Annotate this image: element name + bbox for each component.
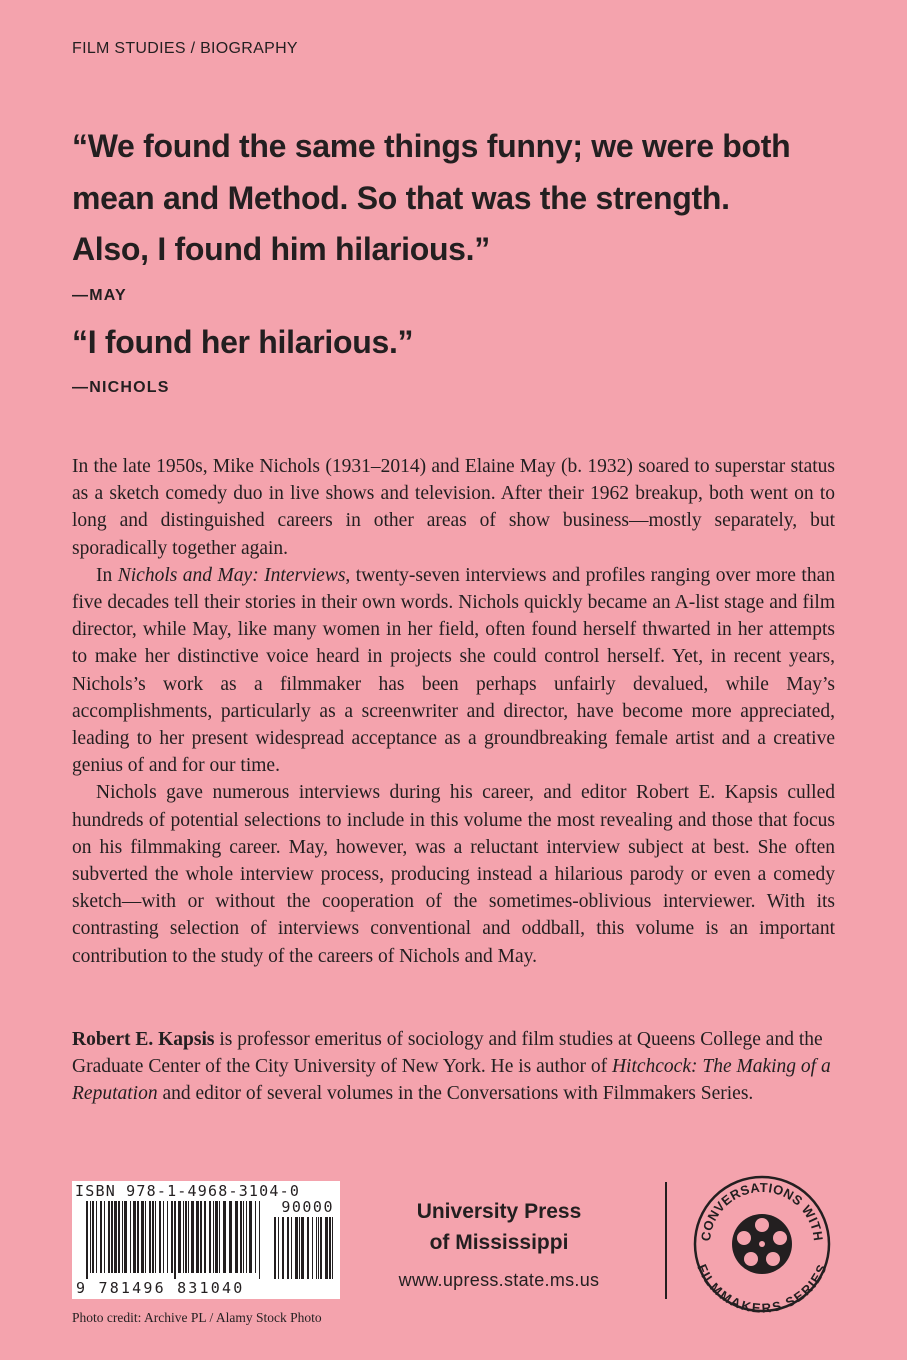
publisher-name-line-1: University Press bbox=[416, 1200, 582, 1223]
barcode-bar bbox=[188, 1201, 189, 1273]
barcode-addon-bar bbox=[307, 1217, 309, 1279]
barcode-bar bbox=[191, 1201, 194, 1273]
category-label: FILM STUDIES / BIOGRAPHY bbox=[72, 40, 298, 57]
barcode-bar bbox=[163, 1201, 164, 1273]
barcode-bar bbox=[155, 1201, 156, 1273]
barcode-bar bbox=[243, 1201, 244, 1273]
isbn-label: ISBN 978-1-4968-3104-0 bbox=[75, 1182, 301, 1200]
barcode-addon-bar bbox=[274, 1217, 276, 1279]
barcode-bar bbox=[167, 1201, 168, 1273]
book-description bbox=[72, 453, 835, 970]
barcode-bar bbox=[141, 1201, 144, 1273]
barcode-bar bbox=[240, 1201, 242, 1273]
barcode-bar bbox=[200, 1201, 202, 1273]
barcode-bar bbox=[235, 1201, 238, 1273]
barcode-bar bbox=[183, 1201, 184, 1273]
quote-may-line: “We found the same things funny; we were both bbox=[72, 128, 791, 164]
barcode-bar bbox=[215, 1201, 218, 1273]
barcode-bar bbox=[96, 1201, 97, 1273]
description-p2-prefix: In bbox=[96, 564, 118, 586]
barcode-addon-bar bbox=[320, 1217, 322, 1279]
barcode-bar bbox=[171, 1201, 173, 1273]
barcode-bar bbox=[108, 1201, 110, 1273]
quote-may-line: Also, I found him hilarious.” bbox=[72, 231, 490, 267]
barcode-addon-bar bbox=[278, 1217, 279, 1279]
isbn-barcode bbox=[72, 1181, 340, 1299]
barcode-bar bbox=[209, 1201, 211, 1273]
barcode-bar bbox=[104, 1201, 105, 1273]
barcode-bar bbox=[100, 1201, 102, 1273]
barcode-bar bbox=[259, 1201, 260, 1279]
barcode-bar bbox=[149, 1201, 151, 1273]
barcode-addon-bar bbox=[287, 1217, 289, 1279]
author-name: Robert E. Kapsis bbox=[72, 1029, 215, 1050]
logo-top-text: CONVERSATIONS WITH bbox=[697, 1179, 827, 1243]
description-p2-rest: , twenty-seven interviews and profiles ranging over more than five decades tell their stories in their own words. Nichols quickly became an A-list stage and film director, while May, like many women in her field, often found herself thwarted in her attempts to make her distinctive voice heard in projects she could control herself. Yet, in recent years, Nichols’s work as a filmmaker has been perhaps unfairly devalued, while May’s accomplishments, particularly as a screenwriter and director, have become more appreciated, leading to her present widespread acceptance as a groundbreaking female artist and a creative genius of and for our time. bbox=[72, 564, 835, 777]
barcode-bar bbox=[133, 1201, 136, 1273]
barcode-addon-bar bbox=[295, 1217, 298, 1279]
barcode-bar bbox=[223, 1201, 226, 1273]
divider-line bbox=[665, 1182, 667, 1299]
quote-may-attribution: —MAY bbox=[72, 287, 127, 304]
price-code: 90000 bbox=[281, 1198, 334, 1216]
barcode-bar bbox=[219, 1201, 220, 1273]
barcode-bar bbox=[111, 1201, 113, 1273]
barcode-addon-bar bbox=[325, 1217, 328, 1279]
barcode-bar bbox=[159, 1201, 161, 1273]
bio-text-2: and editor of several volumes in the Conversations with Filmmakers Series. bbox=[157, 1083, 754, 1105]
quote-may bbox=[72, 121, 852, 276]
author-book-title: Hitchcock: The Making of a Reputation bbox=[72, 1056, 831, 1105]
barcode-bar bbox=[145, 1201, 146, 1273]
quote-may-line: mean and Method. So that was the strength. bbox=[72, 179, 730, 216]
description-paragraph-1: In the late 1950s, Mike Nichols (1931–2014) and Elaine May (b. 1932) soared to superstar status as a sketch comedy duo in live shows and television. After their 1962 breakup, both went on to long and distinguished careers in other areas of show business—mostly separately, but sporadically together again. bbox=[72, 456, 835, 559]
description-paragraph-3: Nichols gave numerous interviews during his career, and editor Robert E. Kapsis culled hundreds of potential selections to include in this volume the most revealing and those that focus on his filmmaking career. May, however, was a reluctant interview subject at best. She often subverted the whole interview process, producing instead a hilarious parody or even a comedy sketch—with or without the cooperation of the sometimes-oblivious interviewer. With its contrasting selection of interviews conventional and oddball, this volume is an important contribution to the study of the careers of Nichols and May. bbox=[72, 782, 835, 967]
barcode-bar bbox=[92, 1201, 94, 1273]
barcode-digits: 9 781496 831040 bbox=[76, 1279, 245, 1297]
book-title: Nichols and May: Interviews bbox=[117, 564, 346, 586]
barcode-bar bbox=[174, 1201, 176, 1279]
logo-bottom-text: FILMMAKERS SERIES bbox=[694, 1262, 830, 1316]
publisher-url: www.upress.state.ms.us bbox=[398, 1270, 600, 1290]
barcode-addon-bar bbox=[318, 1217, 319, 1279]
barcode-addon-bar bbox=[301, 1217, 304, 1279]
barcode-addon-bar bbox=[329, 1217, 331, 1279]
publisher-name-line-2: of Mississippi bbox=[429, 1231, 569, 1254]
barcode-bar bbox=[118, 1201, 120, 1273]
barcode-bar bbox=[178, 1201, 181, 1273]
film-reel-icon bbox=[732, 1214, 792, 1274]
barcode-addon-bar bbox=[282, 1217, 284, 1279]
barcode-bar bbox=[255, 1201, 256, 1273]
barcode-addon-bar bbox=[299, 1217, 300, 1279]
barcode-bar bbox=[114, 1201, 117, 1273]
barcode-bar bbox=[90, 1201, 91, 1273]
barcode-addon-bar bbox=[316, 1217, 317, 1279]
photo-credit: Photo credit: Archive PL / Alamy Stock Photo bbox=[72, 1310, 322, 1325]
barcode-addon-bar bbox=[332, 1217, 333, 1279]
barcode-addon-bar bbox=[291, 1217, 292, 1279]
barcode-bar bbox=[152, 1201, 154, 1273]
barcode-bar bbox=[249, 1201, 252, 1273]
barcode-bar bbox=[229, 1201, 232, 1273]
quote-nichols: “I found her hilarious.” bbox=[72, 324, 414, 360]
barcode-bar bbox=[204, 1201, 206, 1273]
barcode-bar bbox=[130, 1201, 131, 1273]
bio-text-1: is professor emeritus of sociology and film studies at Queens College and the Graduate Center of the City University of New York. He is author of bbox=[72, 1029, 823, 1078]
description-paragraph-2 bbox=[72, 562, 835, 780]
barcode-bar bbox=[185, 1201, 187, 1273]
barcode-bar bbox=[246, 1201, 247, 1273]
barcode-bar bbox=[124, 1201, 127, 1273]
series-logo bbox=[688, 1170, 836, 1318]
barcode-bar bbox=[213, 1201, 214, 1273]
quote-nichols-attribution: —NICHOLS bbox=[72, 379, 170, 396]
author-bio bbox=[72, 1026, 835, 1108]
barcode-bar bbox=[137, 1201, 139, 1273]
publisher-block bbox=[370, 1196, 628, 1291]
barcode-bar bbox=[196, 1201, 199, 1273]
barcode-bar bbox=[122, 1201, 123, 1273]
barcode-addon-bar bbox=[312, 1217, 313, 1279]
barcode-bar bbox=[86, 1201, 88, 1279]
